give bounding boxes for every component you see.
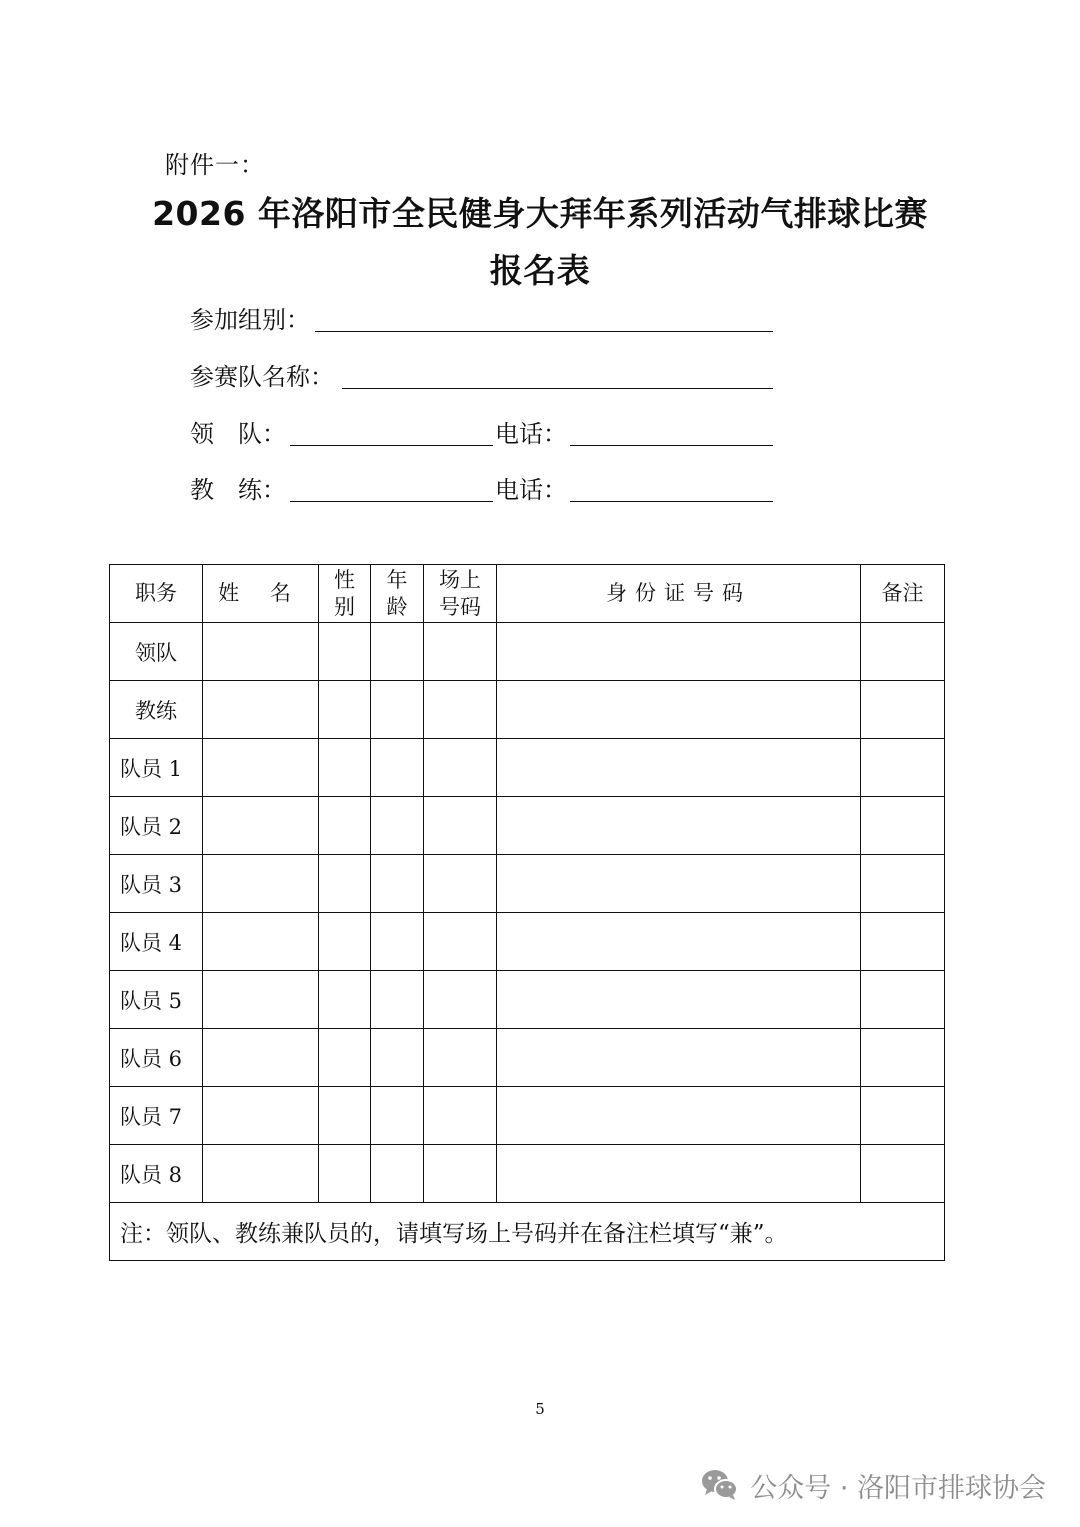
watermark-text: 公众号 · 洛阳市排球协会: [750, 1472, 1046, 1504]
table-row: [110, 913, 945, 971]
header-jersey-number: 场上 号码: [424, 565, 497, 623]
group-field-label: 参加组别：: [190, 306, 310, 334]
leader-phone-input-line[interactable]: [570, 445, 773, 446]
remarks-cell[interactable]: [861, 855, 945, 913]
table-row: [110, 971, 945, 1029]
attachment-label: 附件一：: [165, 151, 265, 179]
id-number-cell[interactable]: [497, 913, 861, 971]
age-cell[interactable]: [371, 971, 424, 1029]
name-cell[interactable]: [203, 797, 319, 855]
table-row: [110, 1029, 945, 1087]
watermark: [700, 1465, 1046, 1505]
table-row: [110, 797, 945, 855]
gender-cell[interactable]: [319, 971, 371, 1029]
jersey-number-cell[interactable]: [424, 1029, 497, 1087]
remarks-cell[interactable]: [861, 739, 945, 797]
id-number-cell[interactable]: [497, 797, 861, 855]
jersey-number-cell[interactable]: [424, 855, 497, 913]
table-row: [110, 855, 945, 913]
remarks-cell[interactable]: [861, 1029, 945, 1087]
role-cell: 队员 1: [110, 739, 203, 797]
id-number-cell[interactable]: [497, 1145, 861, 1203]
gender-cell[interactable]: [319, 681, 371, 739]
table-row: [110, 1087, 945, 1145]
leader-phone-label: 电话：: [495, 420, 567, 448]
remarks-cell[interactable]: [861, 797, 945, 855]
jersey-number-cell[interactable]: [424, 623, 497, 681]
id-number-cell[interactable]: [497, 971, 861, 1029]
team-field-label: 参赛队名称：: [190, 363, 334, 391]
table-note-row: [110, 1203, 945, 1261]
name-cell[interactable]: [203, 855, 319, 913]
role-cell: 队员 3: [110, 855, 203, 913]
id-number-cell[interactable]: [497, 623, 861, 681]
remarks-cell[interactable]: [861, 971, 945, 1029]
header-id-number: 身份证号码: [497, 565, 861, 623]
age-cell[interactable]: [371, 855, 424, 913]
gender-cell[interactable]: [319, 797, 371, 855]
name-cell[interactable]: [203, 971, 319, 1029]
remarks-cell[interactable]: [861, 623, 945, 681]
age-cell[interactable]: [371, 1145, 424, 1203]
age-cell[interactable]: [371, 739, 424, 797]
table-row: [110, 623, 945, 681]
age-cell[interactable]: [371, 681, 424, 739]
header-age: 年 龄: [371, 565, 424, 623]
name-cell[interactable]: [203, 681, 319, 739]
gender-cell[interactable]: [319, 1087, 371, 1145]
name-cell[interactable]: [203, 913, 319, 971]
table-header-row: [110, 565, 945, 623]
role-cell: 队员 6: [110, 1029, 203, 1087]
remarks-cell[interactable]: [861, 681, 945, 739]
id-number-cell[interactable]: [497, 1029, 861, 1087]
jersey-number-cell[interactable]: [424, 797, 497, 855]
name-cell[interactable]: [203, 739, 319, 797]
jersey-number-cell[interactable]: [424, 1145, 497, 1203]
id-number-cell[interactable]: [497, 739, 861, 797]
gender-cell[interactable]: [319, 739, 371, 797]
role-cell: 队员 8: [110, 1145, 203, 1203]
role-cell: 教练: [110, 681, 203, 739]
header-name: 姓 名: [203, 565, 319, 623]
gender-cell[interactable]: [319, 1029, 371, 1087]
gender-cell[interactable]: [319, 855, 371, 913]
jersey-number-cell[interactable]: [424, 681, 497, 739]
coach-input-line[interactable]: [290, 501, 493, 502]
jersey-number-cell[interactable]: [424, 739, 497, 797]
id-number-cell[interactable]: [497, 1087, 861, 1145]
remarks-cell[interactable]: [861, 1145, 945, 1203]
team-input-line[interactable]: [342, 388, 773, 389]
gender-cell[interactable]: [319, 623, 371, 681]
table-row: [110, 1145, 945, 1203]
table-note: 注：领队、教练兼队员的，请填写场上号码并在备注栏填写“兼”。: [110, 1203, 945, 1261]
jersey-number-cell[interactable]: [424, 1087, 497, 1145]
role-cell: 队员 4: [110, 913, 203, 971]
remarks-cell[interactable]: [861, 913, 945, 971]
group-input-line[interactable]: [315, 331, 773, 332]
table-row: [110, 681, 945, 739]
header-gender: 性 别: [319, 565, 371, 623]
table-row: [110, 739, 945, 797]
role-cell: 队员 5: [110, 971, 203, 1029]
coach-phone-label: 电话：: [495, 476, 567, 504]
name-cell[interactable]: [203, 1087, 319, 1145]
registration-table: [109, 564, 945, 1261]
leader-field-label: 领 队：: [190, 420, 286, 448]
id-number-cell[interactable]: [497, 855, 861, 913]
role-cell: 队员 2: [110, 797, 203, 855]
age-cell[interactable]: [371, 623, 424, 681]
page-title: 2026 年洛阳市全民健身大拜年系列活动气排球比赛: [152, 194, 928, 233]
name-cell[interactable]: [203, 623, 319, 681]
coach-phone-input-line[interactable]: [570, 501, 773, 502]
age-cell[interactable]: [371, 1087, 424, 1145]
gender-cell[interactable]: [319, 1145, 371, 1203]
page-number: 5: [535, 1400, 545, 1418]
page-subtitle: 报名表: [489, 251, 591, 290]
name-cell[interactable]: [203, 1029, 319, 1087]
remarks-cell[interactable]: [861, 1087, 945, 1145]
jersey-number-cell[interactable]: [424, 913, 497, 971]
header-role: 职务: [110, 565, 203, 623]
role-cell: 领队: [110, 623, 203, 681]
age-cell[interactable]: [371, 913, 424, 971]
age-cell[interactable]: [371, 1029, 424, 1087]
jersey-number-cell[interactable]: [424, 971, 497, 1029]
age-cell[interactable]: [371, 797, 424, 855]
coach-field-label: 教 练：: [190, 476, 286, 504]
leader-input-line[interactable]: [290, 445, 493, 446]
id-number-cell[interactable]: [497, 681, 861, 739]
name-cell[interactable]: [203, 1145, 319, 1203]
role-cell: 队员 7: [110, 1087, 203, 1145]
wechat-icon: [700, 1467, 740, 1503]
gender-cell[interactable]: [319, 913, 371, 971]
header-remarks: 备注: [861, 565, 945, 623]
